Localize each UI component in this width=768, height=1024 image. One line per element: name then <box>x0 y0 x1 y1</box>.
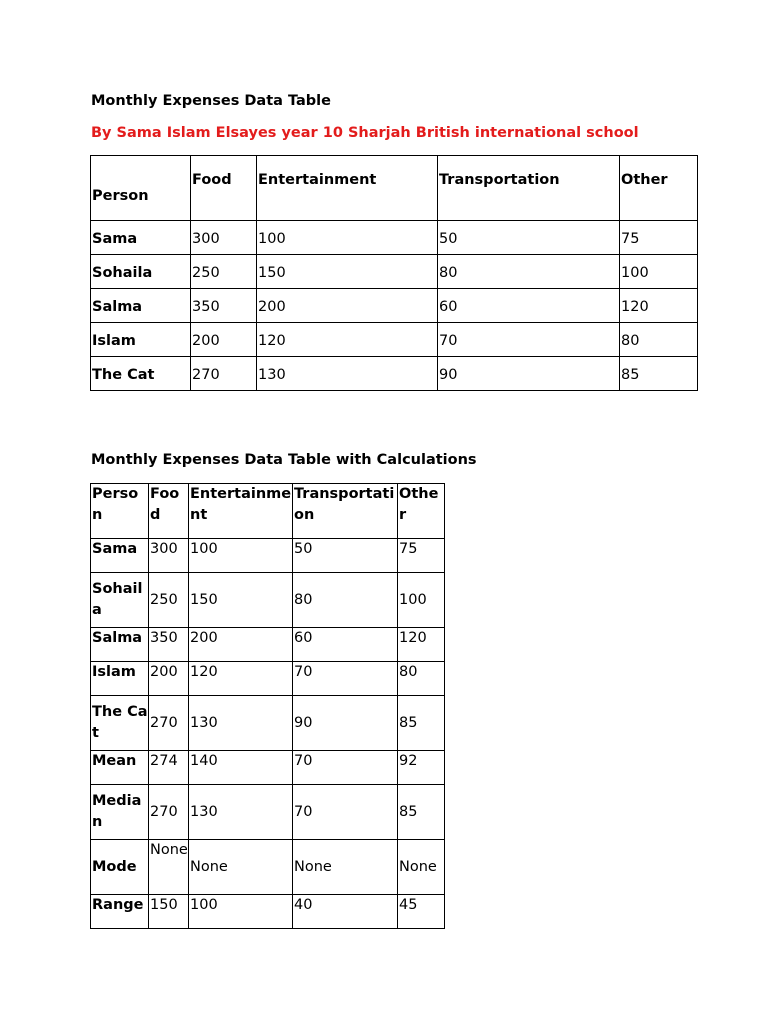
table-row <box>91 785 445 840</box>
row-label: The Cat <box>91 357 191 391</box>
row-label: Range <box>91 895 149 929</box>
table-row <box>91 573 445 628</box>
row-label: Mean <box>91 751 149 785</box>
table-cell: 250 <box>191 255 257 289</box>
column-header: Person <box>91 156 191 221</box>
table-cell: 350 <box>191 289 257 323</box>
table-cell: 85 <box>620 357 698 391</box>
table-cell: 300 <box>149 539 189 573</box>
table-cell: 270 <box>149 696 189 751</box>
table-row <box>91 357 698 391</box>
table-cell: 100 <box>257 221 438 255</box>
author-byline: By Sama Islam Elsayes year 10 Sharjah British international school <box>91 125 639 141</box>
calculations-table <box>90 483 445 929</box>
table-cell: 100 <box>189 539 293 573</box>
table-cell: 100 <box>189 895 293 929</box>
table-cell: 70 <box>293 662 398 696</box>
table-cell: 80 <box>293 573 398 628</box>
table-cell: 100 <box>398 573 445 628</box>
table-cell: 200 <box>257 289 438 323</box>
monthly-expenses-table <box>90 155 698 391</box>
table-row <box>91 628 445 662</box>
column-header: Other <box>620 156 698 221</box>
table-row <box>91 696 445 751</box>
column-header: Entertainment <box>257 156 438 221</box>
table-cell: 90 <box>293 696 398 751</box>
table-cell: 85 <box>398 785 445 840</box>
table-cell: 150 <box>189 573 293 628</box>
table-row <box>91 662 445 696</box>
table-cell: None <box>149 840 189 895</box>
table-cell: 150 <box>257 255 438 289</box>
table-cell: 85 <box>398 696 445 751</box>
table-cell: 150 <box>149 895 189 929</box>
table-cell: 200 <box>191 323 257 357</box>
table1-title: Monthly Expenses Data Table <box>91 93 331 109</box>
table-row <box>91 751 445 785</box>
row-label: Islam <box>91 662 149 696</box>
table2-title: Monthly Expenses Data Table with Calculations <box>91 452 477 468</box>
row-label: Mode <box>91 840 149 895</box>
row-label: Sohaila <box>91 573 149 628</box>
table-cell: 200 <box>189 628 293 662</box>
table-row <box>91 840 445 895</box>
table-cell: 80 <box>438 255 620 289</box>
table-cell: 40 <box>293 895 398 929</box>
table-cell: 80 <box>620 323 698 357</box>
table-row <box>91 895 445 929</box>
table-row <box>91 255 698 289</box>
table-cell: 200 <box>149 662 189 696</box>
row-label: Salma <box>91 289 191 323</box>
row-label: Median <box>91 785 149 840</box>
table-cell: None <box>293 840 398 895</box>
column-header: Transportation <box>293 484 398 539</box>
table-cell: 120 <box>620 289 698 323</box>
row-label: Salma <box>91 628 149 662</box>
table-cell: 92 <box>398 751 445 785</box>
table-cell: 120 <box>257 323 438 357</box>
table-row <box>91 323 698 357</box>
table-cell: 70 <box>293 751 398 785</box>
table-cell: 350 <box>149 628 189 662</box>
row-label: Islam <box>91 323 191 357</box>
column-header: Food <box>149 484 189 539</box>
table-cell: 140 <box>189 751 293 785</box>
column-header: Food <box>191 156 257 221</box>
table-cell: 130 <box>189 696 293 751</box>
table-cell: 130 <box>189 785 293 840</box>
table-cell: 300 <box>191 221 257 255</box>
table-cell: 75 <box>620 221 698 255</box>
table-cell: 60 <box>293 628 398 662</box>
table-cell: 60 <box>438 289 620 323</box>
table-cell: 100 <box>620 255 698 289</box>
table-cell: 120 <box>189 662 293 696</box>
table-header-row <box>91 156 698 221</box>
table-cell: 80 <box>398 662 445 696</box>
table-header-row <box>91 484 445 539</box>
table-row <box>91 221 698 255</box>
table-cell: 70 <box>438 323 620 357</box>
column-header: Transportation <box>438 156 620 221</box>
table-cell: 120 <box>398 628 445 662</box>
table-cell: 75 <box>398 539 445 573</box>
table-row <box>91 539 445 573</box>
table-cell: 130 <box>257 357 438 391</box>
table-row <box>91 289 698 323</box>
row-label: Sama <box>91 221 191 255</box>
table-cell: 270 <box>149 785 189 840</box>
row-label: Sohaila <box>91 255 191 289</box>
row-label: The Cat <box>91 696 149 751</box>
row-label: Sama <box>91 539 149 573</box>
table-cell: 45 <box>398 895 445 929</box>
table-cell: 90 <box>438 357 620 391</box>
table-cell: 70 <box>293 785 398 840</box>
table-cell: 50 <box>293 539 398 573</box>
column-header: Person <box>91 484 149 539</box>
table-cell: 250 <box>149 573 189 628</box>
table-cell: 274 <box>149 751 189 785</box>
table-cell: None <box>398 840 445 895</box>
table-cell: 270 <box>191 357 257 391</box>
table-cell: None <box>189 840 293 895</box>
column-header: Other <box>398 484 445 539</box>
column-header: Entertainment <box>189 484 293 539</box>
table-cell: 50 <box>438 221 620 255</box>
